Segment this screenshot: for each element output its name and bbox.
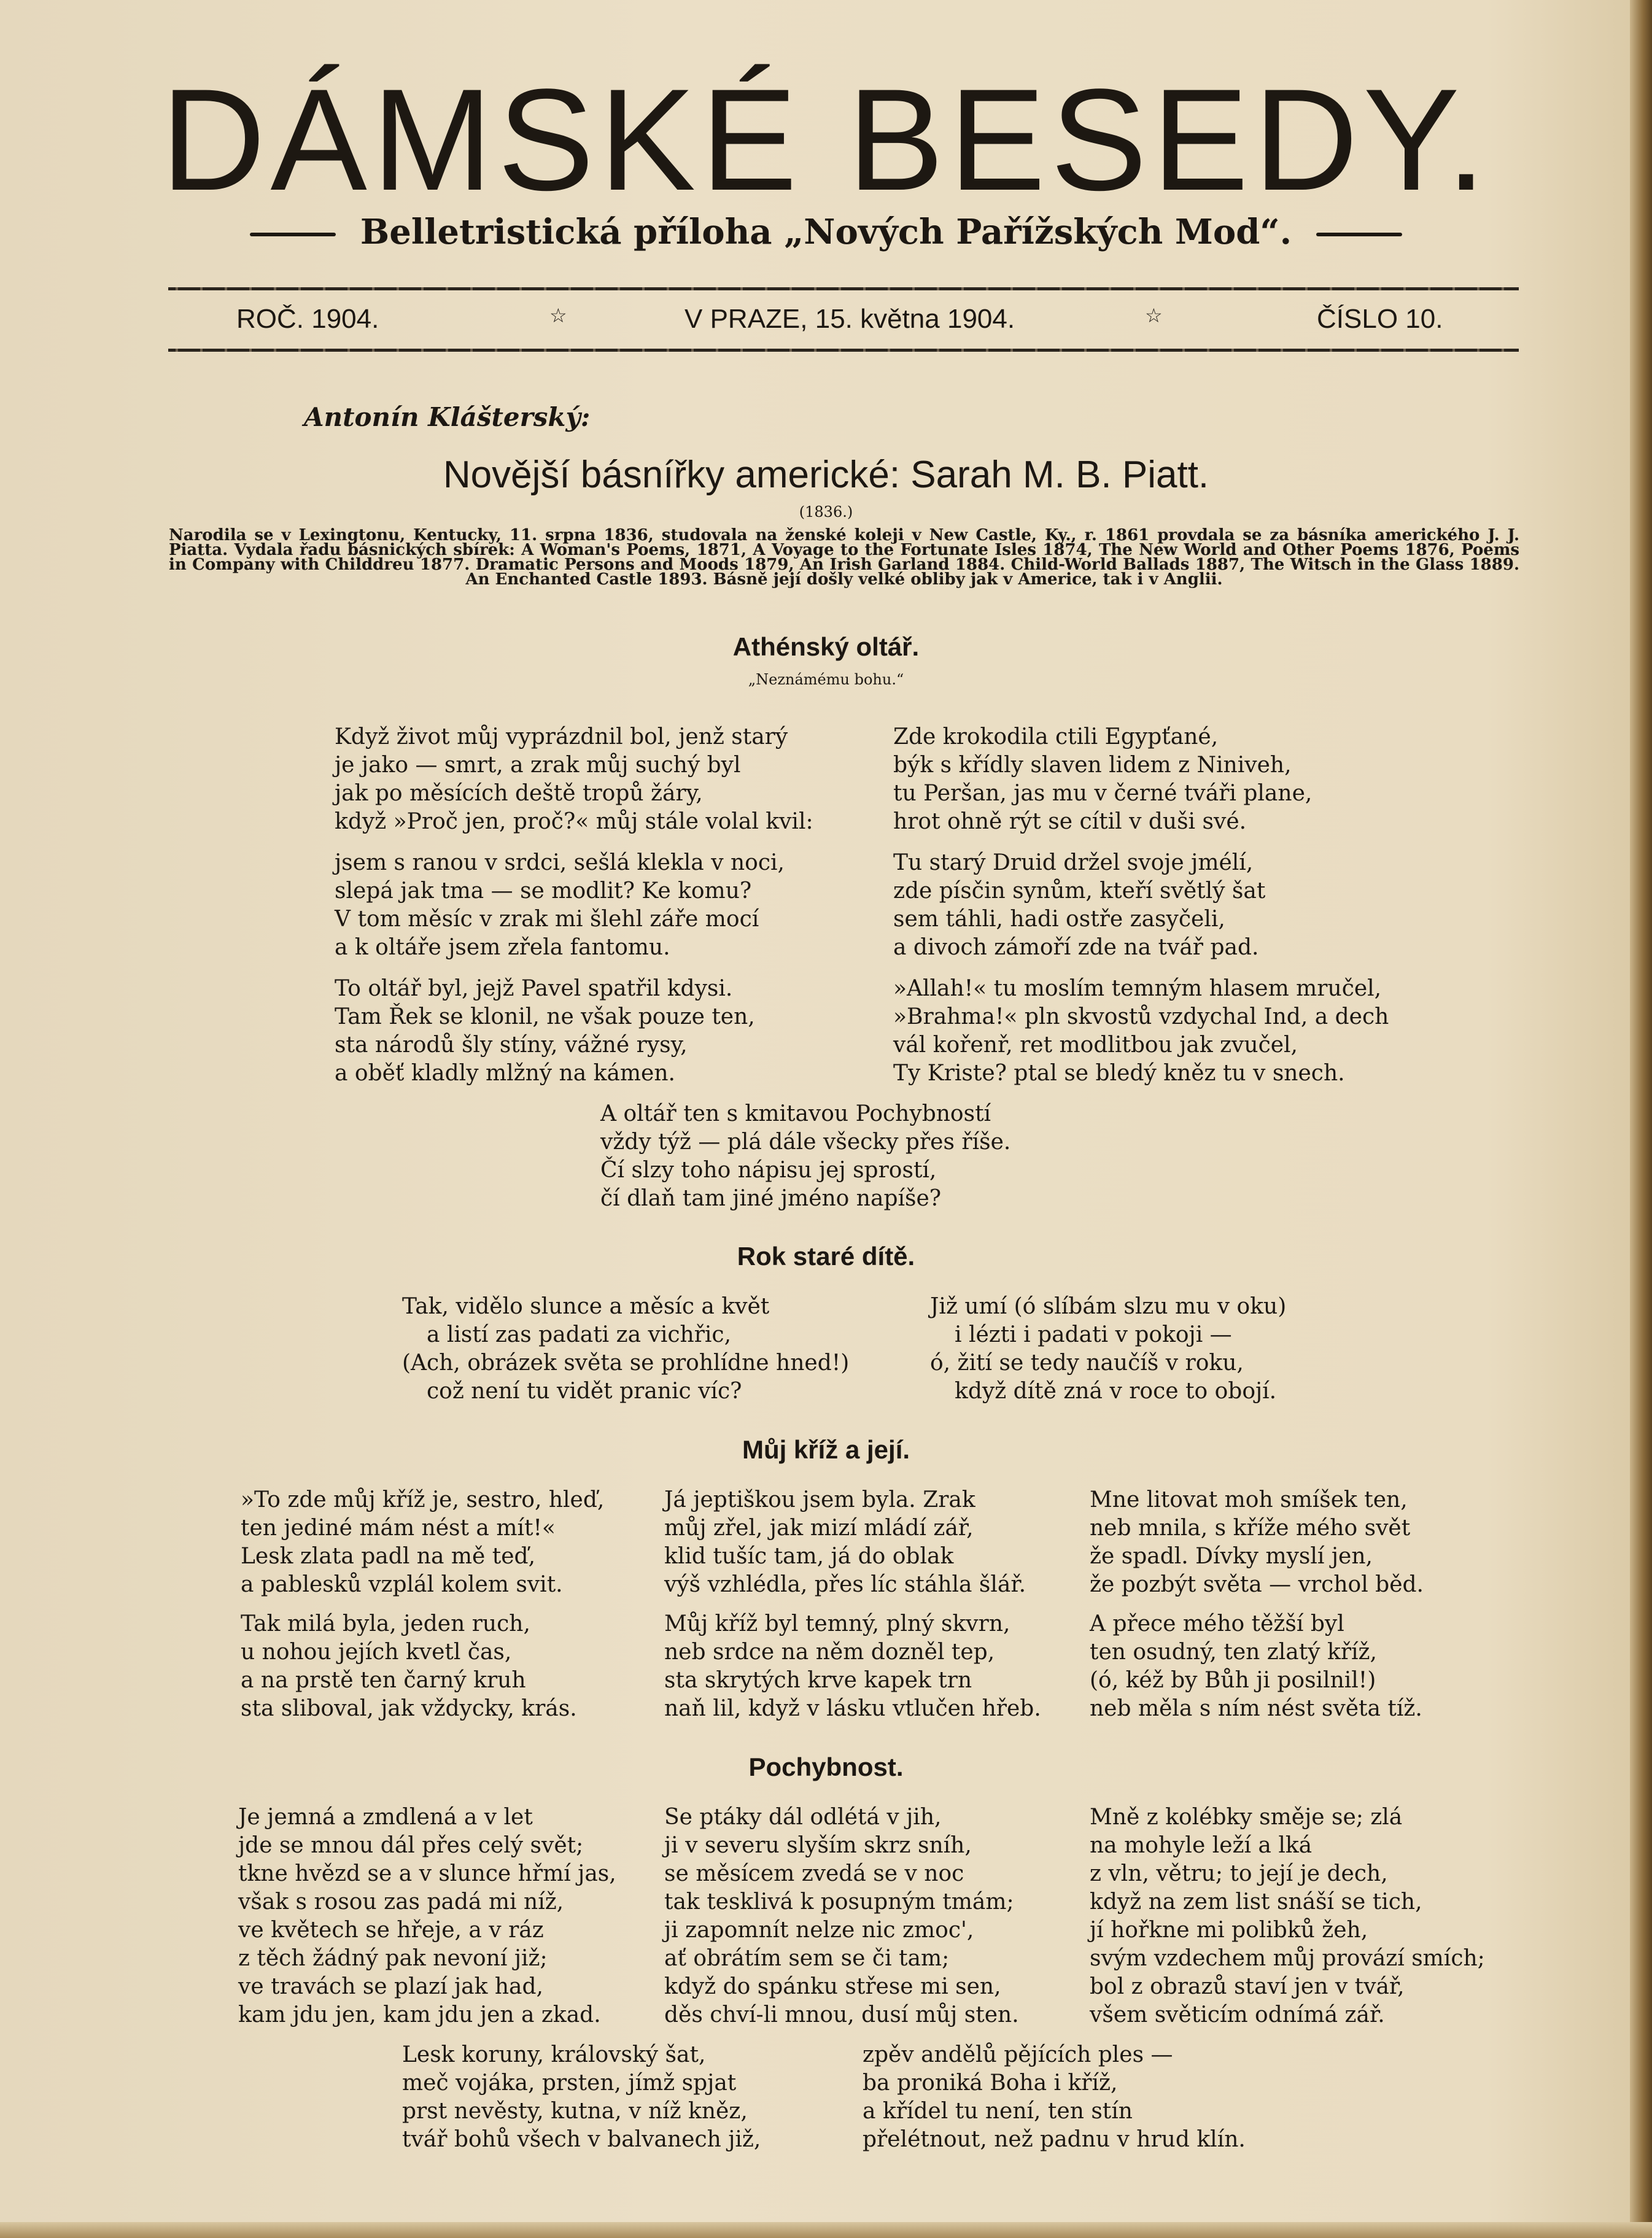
verse-line: (ó, kéž by Bůh ji posilnil!) [1090,1668,1376,1693]
verse-line: že pozbýt světa — vrchol běd. [1090,1572,1424,1597]
verse-line: že spadl. Dívky myslí jen, [1090,1544,1373,1569]
verse-line: naň lil, když v lásku vtlučen hřeb. [664,1696,1041,1721]
poem1-stanza [893,849,1265,962]
verse-line: ji zapomnít nelze nic zmoc', [664,1918,974,1943]
top-rule [168,287,1519,290]
verse-line: a listí zas padati za vichřic, [427,1322,732,1347]
poem-title-muj-kriz-a-jeji: Můj kříž a její. [742,1435,910,1464]
verse-line: Tu starý Druid držel svoje jmélí, [893,850,1254,875]
verse-line: ten osudný, ten zlatý kříž, [1090,1640,1377,1665]
verse-line: a oběť kladly mlžný na kámen. [335,1061,675,1086]
verse-line: ten jediné mám nést a mít!« [241,1516,556,1541]
verse-line: tvář bohů všech v balvanech již, [402,2127,761,2152]
verse-line: bol z obrazů staví jen v tvář, [1090,1974,1405,1999]
article-year: (1836.) [799,503,853,521]
poem3-stanza [664,1486,1026,1599]
issue-year: ROČ. 1904. [236,304,379,334]
verse-line: jsem s ranou v srdci, sešlá klekla v noci, [335,850,785,875]
verse-line: a pablesků vzplál kolem svit. [241,1572,563,1597]
verse-line: zde písčin synům, kteří světlý šat [893,878,1266,904]
verse-line: u nohou jejích kvetl čas, [241,1640,512,1665]
verse-line: Lesk koruny, královský šat, [402,2042,706,2067]
verse-line: když na zem list snáší se tich, [1090,1889,1422,1915]
verse-line: zpěv andělů pějících ples — [863,2042,1173,2067]
verse-line: tak tesklivá k posupným tmám; [664,1889,1014,1915]
poem3-stanza [1090,1610,1422,1723]
verse-line: Čí slzy toho nápisu jej sprostí, [600,1158,937,1183]
verse-line: se měsícem zvedá se v noc [664,1861,964,1886]
verse-line: To oltář byl, jejž Pavel spatřil kdysi. [335,976,733,1001]
verse-line: býk s křídly slaven lidem z Niniveh, [893,753,1292,778]
poem-epigraph: „Neznámému bohu.“ [748,671,904,688]
poem4-stanza [1090,1803,1485,2029]
verse-line: sta národů šly stíny, vážné rysy, [335,1032,688,1058]
poem2-stanza [402,1293,849,1406]
poem4-closing-stanza [863,2041,1246,2154]
verse-line: Tak, vidělo slunce a měsíc a květ [402,1294,770,1319]
verse-line: (Ach, obrázek světa se prohlídne hned!) [402,1350,850,1376]
verse-line: neb měla s ním nést světa tíž. [1090,1696,1422,1721]
verse-line: klid tušíc tam, já do oblak [664,1544,954,1569]
verse-line: a k oltáře jsem zřela fantomu. [335,935,670,960]
verse-line: ve travách se plazí jak had, [238,1974,544,1999]
poem3-stanza [1090,1486,1424,1599]
verse-line: přelétnout, než padnu v hrud klín. [863,2127,1246,2152]
poem3-stanza [664,1610,1041,1723]
poem4-stanza [664,1803,1019,2029]
poem1-stanza [335,849,785,962]
verse-line: Tak milá byla, jeden ruch, [241,1611,530,1636]
issue-number: ČÍSLO 10. [1317,304,1443,334]
article-title: Novější básnířky americké: Sarah M. B. Piatt. [443,454,1209,496]
verse-line: Již umí (ó slíbám slzu mu v oku) [930,1294,1287,1319]
verse-line: jak po měsících deště tropů žáry, [335,781,703,806]
right-dash-ornament [1316,233,1402,236]
verse-line: čí dlaň tam jiné jméno napíše? [600,1186,942,1211]
poem4-stanza [238,1803,616,2029]
star-ornament-right: ☆ [1145,304,1163,327]
verse-line: ba proniká Boha i kříž, [863,2070,1118,2096]
verse-line: Se ptáky dál odlétá v jih, [664,1805,942,1830]
verse-line: meč vojáka, prsten, jímž spjat [402,2070,737,2096]
verse-line: což není tu vidět pranic víc? [427,1379,742,1404]
poem-title-athensky-oltar: Athénský oltář. [732,632,920,661]
verse-line: ve květech se hřeje, a v ráz [238,1918,544,1943]
poem1-final-stanza [600,1100,1010,1213]
star-ornament-left: ☆ [549,304,567,327]
verse-line: neb mnila, s kříže mého svět [1090,1516,1411,1541]
verse-line: i lézti i padati v pokoji — [955,1322,1232,1347]
masthead-subtitle-row [0,212,1652,252]
verse-line: V tom měsíc v zrak mi šlehl záře mocí [335,907,759,932]
bottom-rule [168,349,1519,352]
page-bottom-edge [0,2222,1652,2238]
verse-line: svým vzdechem můj provází smích; [1090,1946,1485,1971]
masthead-title: DÁMSKÉ BESEDY. [161,59,1491,221]
poem2-stanza [930,1293,1286,1406]
poem1-stanza [893,975,1389,1088]
verse-line: ať obrátím sem se či tam; [664,1946,950,1971]
verse-line: a křídel tu není, ten stín [863,2099,1133,2124]
verse-line: sta skrytých krve kapek trn [664,1668,972,1693]
verse-line: z vln, větru; to její je dech, [1090,1861,1388,1886]
verse-line: děs chví-li mnou, dusí můj sten. [664,2002,1019,2027]
verse-line: A přece mého těžší byl [1090,1611,1344,1636]
verse-line: kam jdu jen, kam jdu jen a zkad. [238,2002,601,2027]
poem3-stanza [241,1486,604,1599]
left-dash-ornament [250,233,336,236]
verse-line: neb srdce na něm dozněl tep, [664,1640,995,1665]
verse-line: z těch žádný pak nevoní již; [238,1946,548,1971]
verse-line: »To zde můj kříž je, sestro, hleď, [241,1487,605,1512]
verse-line: »Allah!« tu moslím temným hlasem mručel, [893,976,1382,1001]
verse-line: vždy týž — plá dále všecky přes říše. [600,1129,1011,1155]
verse-line: výš vzhlédla, přes líc stáhla šlář. [664,1572,1026,1597]
verse-line: Můj kříž byl temný, plný skvrn, [664,1611,1010,1636]
verse-line: hrot ohně rýt se cítil v duši své. [893,809,1247,834]
verse-line: Ty Kriste? ptal se bledý kněz tu v snech. [893,1061,1345,1086]
verse-line: Lesk zlata padl na mě teď, [241,1544,536,1569]
verse-line: »Brahma!« pln skvostů vzdychal Ind, a dech [893,1004,1389,1029]
issue-info-row [236,304,1455,341]
verse-line: tu Peršan, jas mu v černé tváři plane, [893,781,1313,806]
binding-edge [1630,0,1652,2238]
verse-line: ji v severu slyším skrz sníh, [664,1833,972,1858]
verse-line: můj zřel, jak mizí mládí zář, [664,1516,974,1541]
poem1-stanza [335,723,813,836]
verse-line: však s rosou zas padá mi níž, [238,1889,564,1915]
verse-line: jí hořkne mi polibků žeh, [1090,1918,1368,1943]
poem3-stanza [241,1610,577,1723]
verse-line: a na prstě ten čarný kruh [241,1668,526,1693]
verse-line: Tam Řek se klonil, ne však pouze ten, [335,1004,755,1029]
poem4-closing-stanza [402,2041,761,2154]
verse-line: ó, žití se tedy naučíš v roku, [930,1350,1244,1376]
verse-line: když »Proč jen, proč?« můj stále volal kvil: [335,809,813,834]
verse-line: Já jeptiškou jsem byla. Zrak [664,1487,975,1512]
verse-line: všem světicím odnímá zář. [1090,2002,1385,2027]
verse-line: je jako — smrt, a zrak můj suchý byl [335,753,741,778]
verse-line: Když život můj vyprázdnil bol, jenž starý [335,724,788,749]
issue-date: V PRAZE, 15. května 1904. [684,304,1015,334]
verse-line: Zde krokodila ctili Egypťané, [893,724,1219,749]
poem-title-rok-stare-dite: Rok staré dítě. [737,1242,915,1271]
verse-line: sem táhli, hadi ostře zasyčeli, [893,907,1225,932]
verse-line: prst nevěsty, kutna, v níž kněz, [402,2099,748,2124]
verse-line: Mne litovat moh smíšek ten, [1090,1487,1408,1512]
verse-line: na mohyle leží a lká [1090,1833,1313,1858]
verse-line: A oltář ten s kmitavou Pochybností [600,1101,991,1126]
verse-line: jde se mnou dál přes celý svět; [238,1833,584,1858]
verse-line: vál kořenř, ret modlitbou jak zvučel, [893,1032,1298,1058]
poem-title-pochybnost: Pochybnost. [748,1752,904,1781]
verse-line: slepá jak tma — se modlit? Ke komu? [335,878,752,904]
verse-line: tkne hvězd se a v slunce hřmí jas, [238,1861,616,1886]
verse-line: Mně z kolébky směje se; zlá [1090,1805,1403,1830]
poem1-stanza [893,723,1312,836]
verse-line: když dítě zná v roce to obojí. [955,1379,1277,1404]
verse-line: když do spánku střese mi sen, [664,1974,1001,1999]
author-biography: Narodila se v Lexingtonu, Kentucky, 11. srpna 1836, studovala na ženské koleji v New Castle, Ky., r. 1861 provdala se za básníka amerického J. J. Piatta. Vydala řadu básnických sbírek: A Woman's Poems, 1871, A Voyage to the Fortunate Isles 1874, The New World and Other Poems 1876, Poems in Company with Childdreu 1877. Dramatic Persons and Moods 1879, An Irish Garland 1884. Child-World Ballads 1887, The Witsch in the Glass 1889. An Enchanted Castle 1893. Básně její došly velké obliby jak v Americe, tak i v Anglii. [169,526,1519,589]
poem1-stanza [335,975,755,1088]
masthead-subtitle: Belletristická příloha „Nových Pařížských Mod“. [360,212,1292,252]
verse-line: a divoch zámoří zde na tvář pad. [893,935,1259,960]
verse-line: sta sliboval, jak vždycky, krás. [241,1696,577,1721]
verse-line: Je jemná a zmdlená a v let [238,1805,533,1830]
author-name: Antonín Klášterský: [304,402,591,432]
